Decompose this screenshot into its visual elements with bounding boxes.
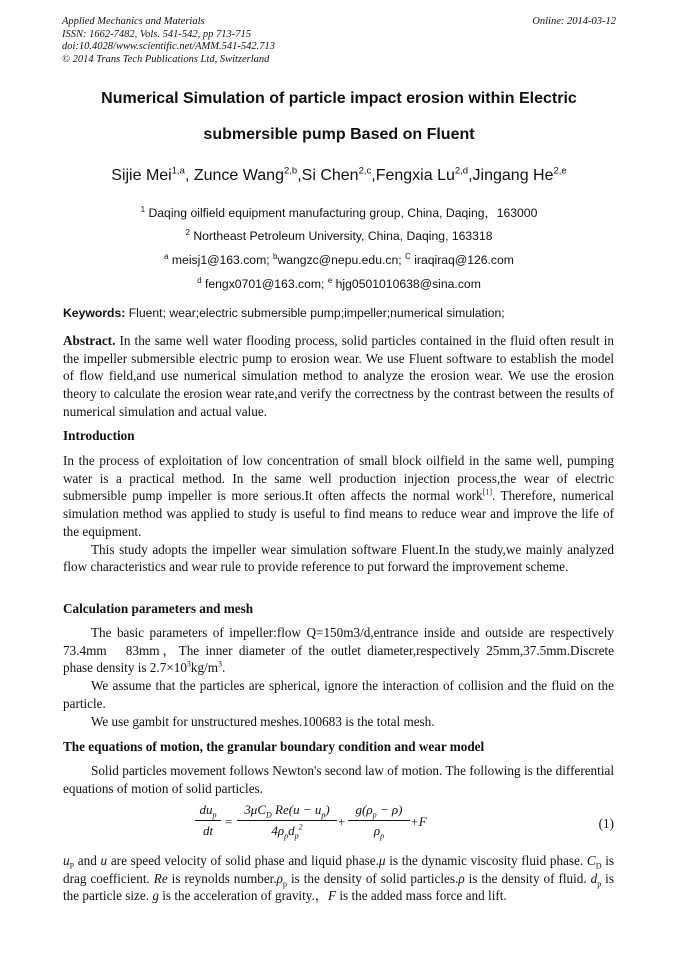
copyright-line: © 2014 Trans Tech Publications Ltd, Switzerland	[62, 53, 270, 65]
author-sup: 2,d	[454, 165, 469, 177]
introduction-body	[63, 452, 614, 576]
author-name: Si Chen	[301, 167, 359, 184]
email-line-1	[40, 253, 638, 267]
eq-term-2: $\frac{g(\rho_p - \rho)}{\rho_p}$	[348, 802, 410, 839]
email-sup: a	[164, 251, 169, 261]
paper-title-line-1: Numerical Simulation of particle impact erosion within Electric	[101, 90, 577, 107]
citation-ref[interactable]: [1]	[482, 488, 492, 498]
author-sup: 2,b	[283, 165, 298, 177]
email-link[interactable]: hjg0501010638@sina.com	[335, 277, 481, 291]
affiliation-sup: 1	[140, 204, 146, 214]
email-line-2	[40, 277, 638, 291]
affiliation-1	[40, 204, 638, 221]
abstract	[63, 332, 614, 421]
author-sup: 2,e	[553, 165, 567, 177]
email-sup: b	[273, 251, 278, 261]
email-link[interactable]: iraqiraq@126.com	[414, 253, 514, 267]
journal-name: Applied Mechanics and Materials	[62, 16, 205, 27]
motion-intro	[63, 762, 614, 797]
keywords-text: Fluent; wear;electric submersible pump;impeller;numerical simulation;	[125, 306, 505, 320]
author-name: Zunce Wang	[193, 167, 284, 184]
calculation-paragraph-3: We use gambit for unstructured meshes.100683 is the total mesh.	[91, 713, 435, 729]
paper-title-line-2: submersible pump Based on Fluent	[203, 126, 475, 143]
author-name: Fengxia Lu	[375, 167, 455, 184]
affiliation-sup: 2	[185, 227, 190, 237]
eq-tail: +F	[410, 814, 427, 829]
online-date: Online: 2014-03-12	[532, 16, 616, 27]
email-link[interactable]: wangzc@nepu.edu.cn;	[277, 253, 406, 267]
author-sup: 2,c	[358, 165, 372, 177]
calculation-paragraph-2: We assume that the particles are spherical, ignore the interaction of collision and the fluid on the particle.	[63, 678, 614, 711]
motion-paragraph-2: $u_P$ and u are speed velocity of solid phase and liquid phase.μ is the dynamic viscosity fluid phase. $C_D$ is drag coefficient. Re is reynolds $number.\rho_p$ is the density of solid particles.ρ is the density of fluid. $d_p$ is the particle size. g is the acceleration of gravity.，F is the added mass force and lift.	[63, 853, 615, 904]
section-heading-introduction: Introduction	[63, 428, 135, 443]
abstract-text: In the same well water flooding process, solid particles contained in the fluid often result in the impeller submersible electric pump to erosion wear. We use Fluent software to establish the model of flow field,and use numerical simulation method to analyze the erosion wear. We use the erosion theory to calculate the erosion wear rate,and verify the correctness by the contrast between the results of numerical simulation and actual value.	[63, 333, 614, 419]
eq-equals: =	[225, 814, 233, 829]
eq-plus: +	[338, 814, 346, 829]
email-link[interactable]: fengx0701@163.com;	[204, 277, 328, 291]
keywords-label: Keywords:	[63, 306, 126, 320]
author-sep: ,	[184, 167, 194, 184]
author-list	[40, 167, 638, 185]
author-name: Jingang He	[472, 167, 554, 184]
eq-lhs: $du_p$ dt	[195, 802, 221, 839]
affiliation-text: Daqing oilfield equipment manufacturing group, China, Daqing，163000	[148, 206, 538, 220]
author-sep: ,	[371, 167, 376, 184]
affiliation-2	[40, 229, 638, 243]
motion-variables	[63, 852, 614, 905]
equation-1	[195, 802, 435, 848]
paper-header	[62, 16, 616, 66]
equation-number: (1)	[598, 816, 614, 831]
email-sup: C	[405, 251, 411, 261]
abstract-label: Abstract.	[63, 333, 116, 348]
eq-term-1: $3\mu C_D$ $Re(u - u_p)$ $4\rho_pd_p^2$	[237, 802, 337, 839]
issn-line: ISSN: 1662-7482, Vols. 541-542, pp 713-715	[62, 28, 251, 40]
author-sep: ,	[297, 167, 302, 184]
introduction-paragraph-1: In the process of exploitation of low concentration of small block oilfield in the same well, pumping water is a practical method. In the same well production injection process,the wear of electric submersible pump impeller is more serious.It often affects the normal work[1]. Therefore, numerical simulation method was applied to study is useful to find means to reduce wear and improve the life of the equipment.	[63, 453, 614, 539]
email-sup: e	[327, 275, 333, 285]
author-sup: 1,a	[171, 165, 185, 177]
affiliation-text: Northeast Petroleum University, China, Daqing, 163318	[193, 229, 493, 243]
email-link[interactable]: meisj1@163.com;	[171, 253, 273, 267]
calculation-paragraph-1: The basic parameters of impeller:flow Q=150m3/d,entrance inside and outside are respectively 73.4mm 83mm，The inner diameter of the outlet diameter,respectively 25mm,37.5mm.Discrete phase density is $2.7\times 10^3kg/m^3$.	[63, 625, 614, 676]
motion-paragraph-1: Solid particles movement follows Newton's second law of motion. The following is the differential equations of motion of solid particles.	[63, 763, 614, 796]
author-sep: ,	[468, 167, 473, 184]
author-name: Sijie Mei	[111, 167, 172, 184]
keywords	[63, 306, 615, 320]
calculation-body	[63, 624, 614, 730]
introduction-paragraph-2: This study adopts the impeller wear simulation software Fluent.In the study,we mainly analyzed flow characteristics and wear rule to provide reference to put forward the improvement scheme.	[63, 541, 614, 575]
doi-line: doi:10.4028/www.scientific.net/AMM.541-542.713	[62, 41, 275, 52]
section-heading-motion: The equations of motion, the granular boundary condition and wear model	[63, 739, 485, 754]
section-heading-calculation: Calculation parameters and mesh	[63, 601, 254, 616]
email-sup: d	[197, 275, 202, 285]
